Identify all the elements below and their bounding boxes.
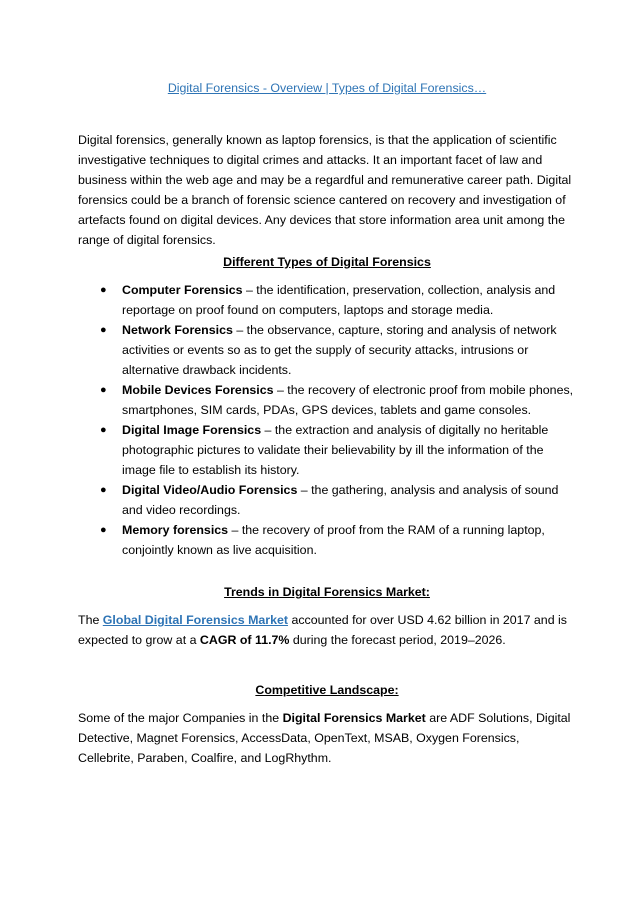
type-description: – the extraction and analysis of digitally no heritable photographic pictures to validate their believability by ill the information of the image file to establish its history. [122,423,549,477]
trends-paragraph [78,610,576,650]
competitive-text-pre: Some of the major Companies in the [78,711,283,725]
type-term: Digital Image Forensics [122,423,262,437]
list-item [100,320,576,380]
type-term: Computer Forensics [122,283,243,297]
type-description: – the identification, preservation, collection, analysis and reportage on proof found on computers, laptops and storage media. [122,283,556,317]
competitive-paragraph [78,708,576,768]
type-term: Network Forensics [122,323,233,337]
trends-heading: Trends in Digital Forensics Market: [224,585,430,599]
cagr-value: CAGR of 11.7% [199,633,290,647]
type-description: – the recovery of proof from the RAM of a running laptop, conjointly known as live acquisition. [122,523,545,557]
competitive-text-post: are ADF Solutions, Digital Detective, Magnet Forensics, AccessData, OpenText, MSAB, Oxygen Forensics, Cellebrite, Paraben, Coalfire, and LogRhythm. [78,711,571,765]
bullet-icon: ● [100,324,107,336]
competitive-heading: Competitive Landscape: [255,683,399,697]
bullet-icon: ● [100,424,107,436]
list-item [100,520,576,560]
trends-text-mid: accounted for over USD 4.62 billion in 2017 and is expected to grow at a [78,613,567,647]
types-heading: Different Types of Digital Forensics [223,255,431,269]
competitive-market-term: Digital Forensics Market [282,711,426,725]
bullet-icon: ● [100,284,107,296]
document-title-link[interactable]: Digital Forensics - Overview | Types of Digital Forensics… [167,81,487,95]
list-item [100,380,576,420]
type-description: – the gathering, analysis and analysis of sound and video recordings. [122,483,559,517]
list-item [100,420,576,480]
market-link[interactable]: Global Digital Forensics Market [102,613,289,627]
bullet-icon: ● [100,524,107,536]
bullet-icon: ● [100,484,107,496]
trends-text-pre: The [78,613,103,627]
bullet-icon: ● [100,384,107,396]
list-item [100,280,576,320]
type-term: Mobile Devices Forensics [122,383,274,397]
type-description: – the observance, capture, storing and analysis of network activities or events so as to get the supply of security attacks, intrusions or alternative drawback incidents. [122,323,557,377]
list-item [100,480,576,520]
forensics-types-list [78,280,576,560]
type-description: – the recovery of electronic proof from mobile phones, smartphones, SIM cards, PDAs, GPS devices, tablets and game consoles. [122,383,574,417]
type-term: Digital Video/Audio Forensics [122,483,298,497]
type-term: Memory forensics [122,523,229,537]
trends-text-post: during the forecast period, 2019–2026. [289,633,506,647]
intro-paragraph: Digital forensics, generally known as laptop forensics, is that the application of scientific investigative techniques to digital crimes and attacks. It an important facet of law and business within the web age and may be a regardful and remunerative career path. Digital forensics could be a branch of forensic science cantered on recovery and investigation of artefacts found on digital devices. Any devices that store information area unit among the range of digital forensics. [78,133,572,247]
